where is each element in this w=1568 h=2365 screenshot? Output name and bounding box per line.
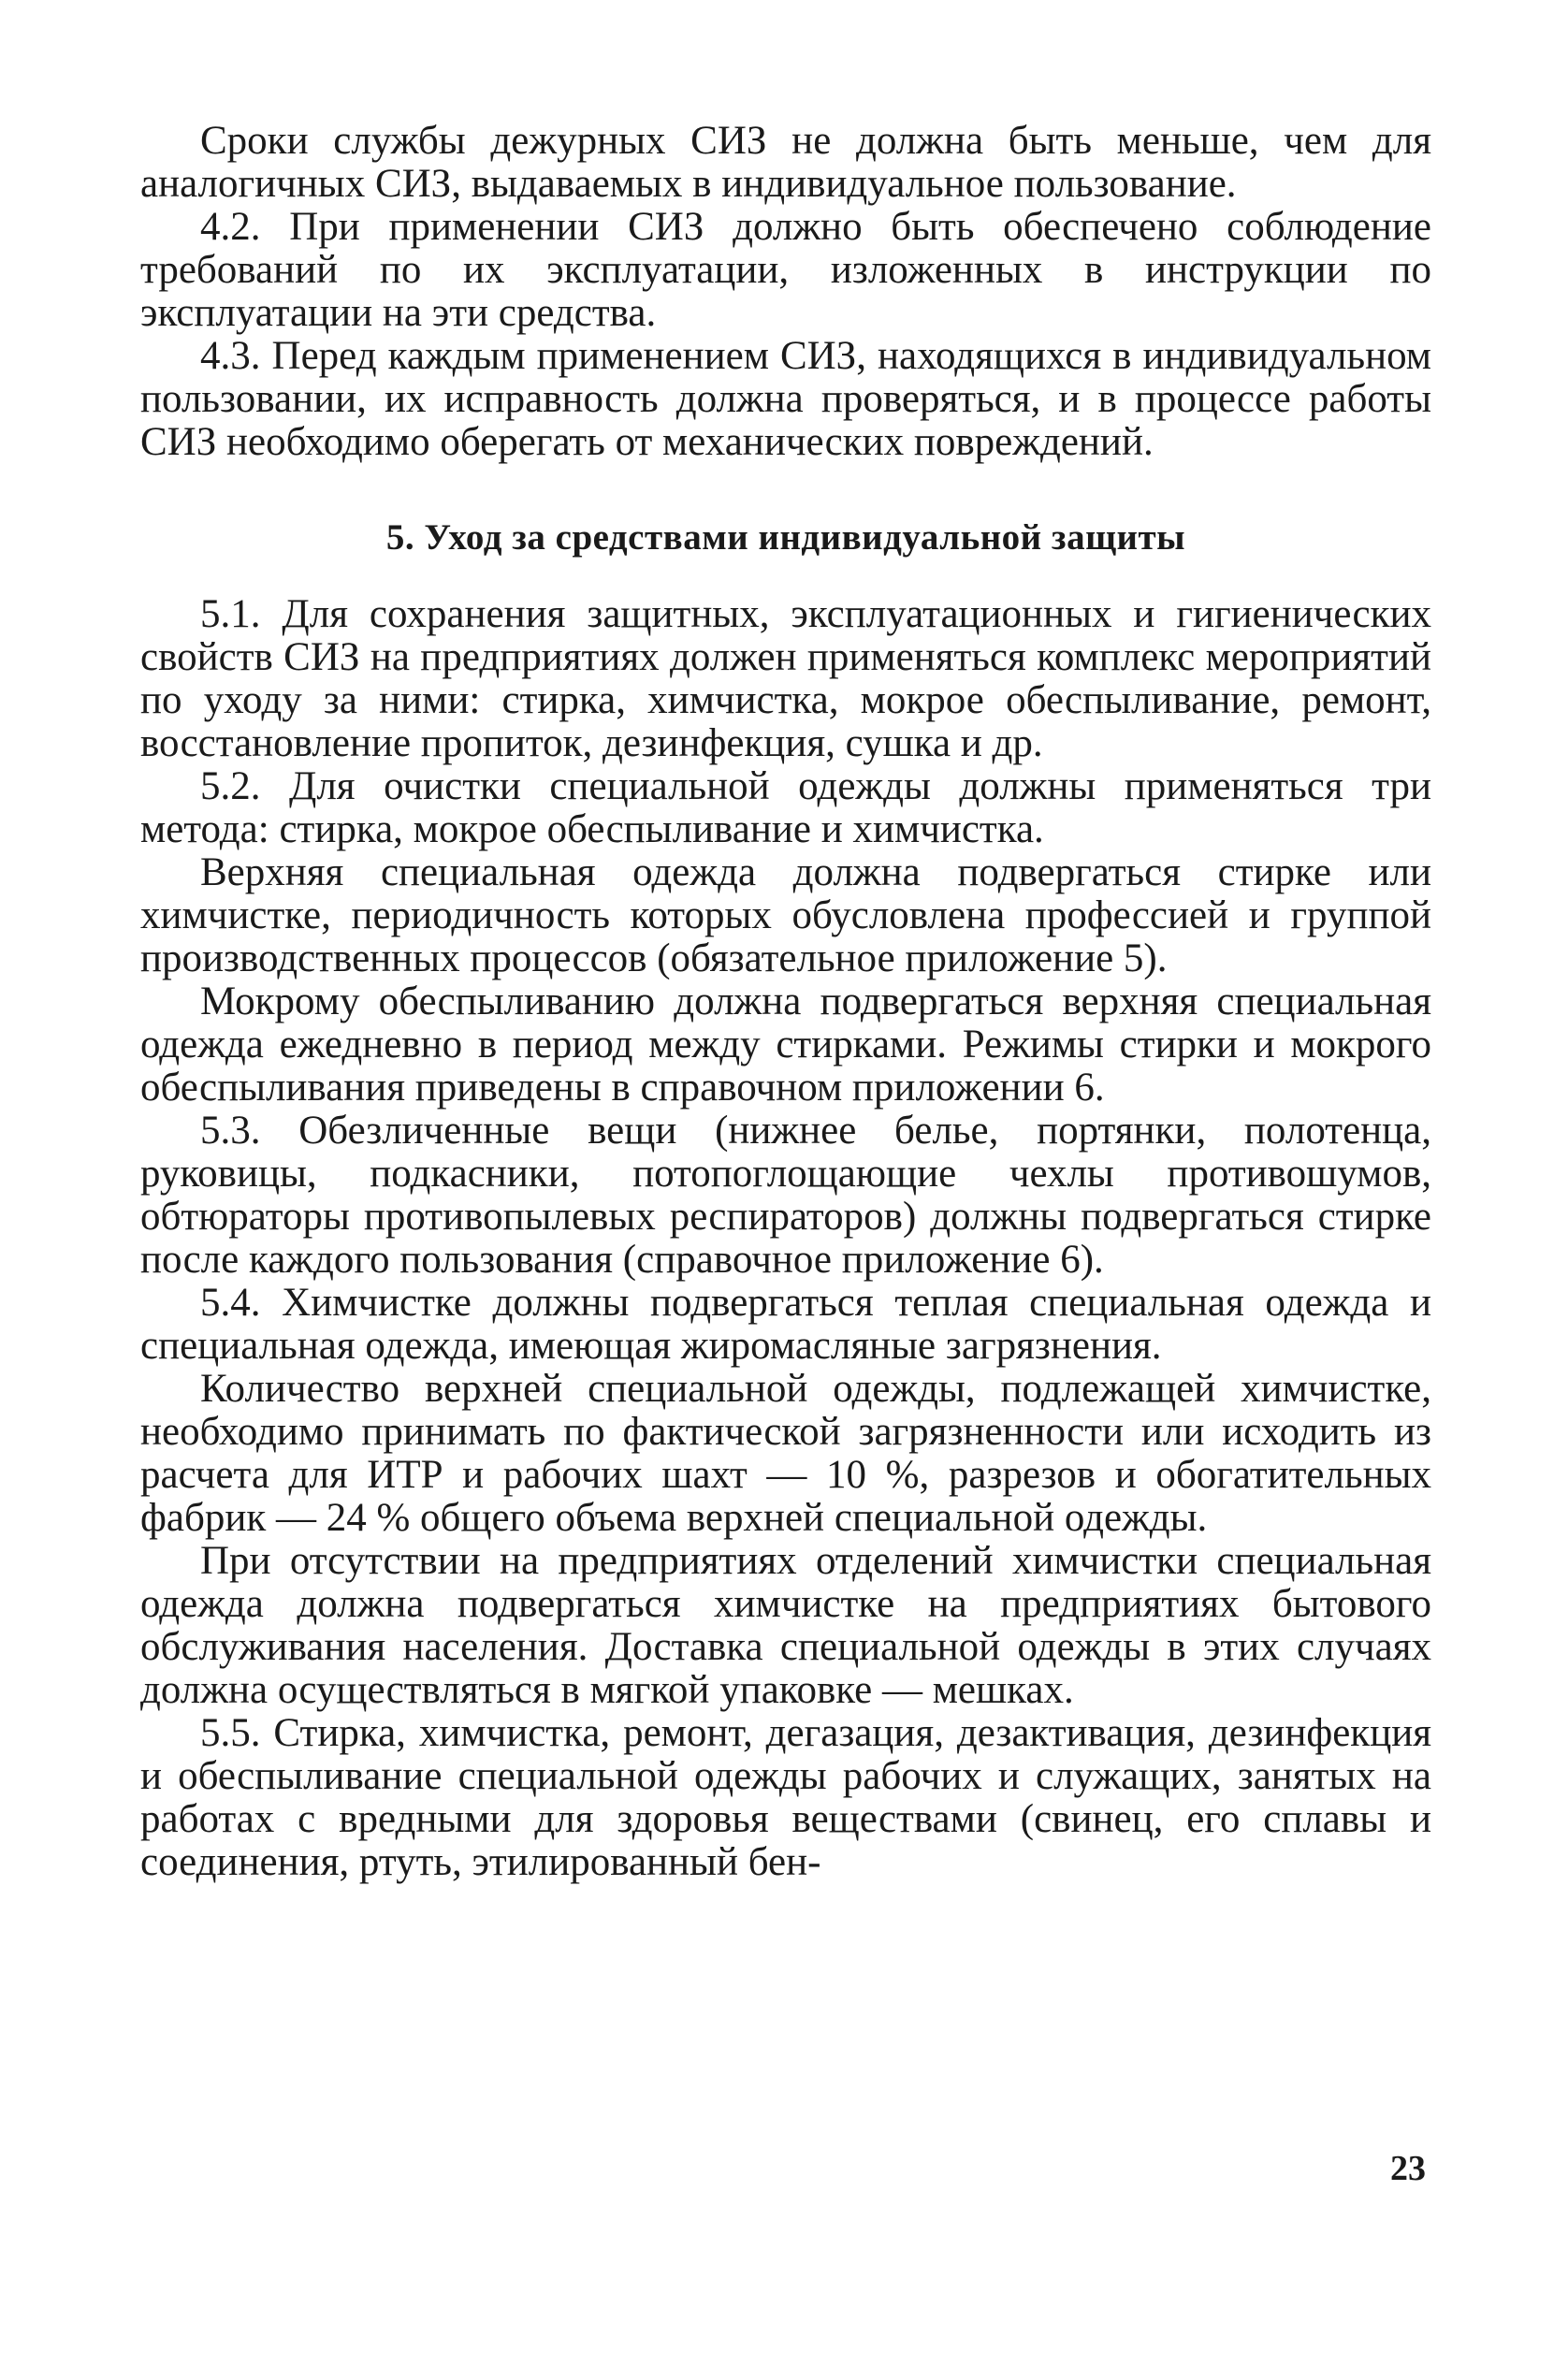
paragraph-5-1: 5.1. Для сохранения защитных, эксплуатационных и гигиенических свойств СИЗ на предприятиях должен применяться комплекс мероприятий по уходу за ними: стирка, химчистка, мокрое обеспыливание, ремонт, восстановление пропиток, дезинфекция, сушка и др.: [140, 592, 1431, 765]
paragraph-5-4-amount: Количество верхней специальной одежды, подлежащей химчистке, необходимо принимать по фактической загрязненности или исходить из расчета для ИТР и рабочих шахт — 10 %, разрезов и обогатительных фабрик — 24 % общего объема верхней специальной одежды.: [140, 1367, 1431, 1540]
paragraph-5-3: 5.3. Обезличенные вещи (нижнее белье, портянки, полотенца, руковицы, подкасники, потопоглощающие чехлы противошумов, обтюраторы противопылевых респираторов) должны подвергаться стирке после каждого пользования (справочное приложение 6).: [140, 1109, 1431, 1282]
paragraph-4-3: 4.3. Перед каждым применением СИЗ, находящихся в индивидуальном пользовании, их исправность должна проверяться, и в процессе работы СИЗ необходимо оберегать от механических повреждений.: [140, 334, 1431, 464]
paragraph-intro: Сроки службы дежурных СИЗ не должна быть меньше, чем для аналогичных СИЗ, выдаваемых в индивидуальное пользование.: [140, 119, 1431, 206]
paragraph-5-2-outerwear: Верхняя специальная одежда должна подвергаться стирке или химчистке, периодичность которых обусловлена профессией и группой производственных процессов (обязательное приложение 5).: [140, 850, 1431, 980]
page-number: 23: [1390, 2149, 1426, 2188]
paragraph-5-2: 5.2. Для очистки специальной одежды должны применяться три метода: стирка, мокрое обеспыливание и химчистка.: [140, 764, 1431, 851]
paragraph-5-4-absent: При отсутствии на предприятиях отделений химчистки специальная одежда должна подвергаться химчистке на предприятиях бытового обслуживания населения. Доставка специальной одежды в этих случаях должна осуществляться в мягкой упаковке — мешках.: [140, 1539, 1431, 1712]
paragraph-5-4: 5.4. Химчистке должны подвергаться теплая специальная одежда и специальная одежда, имеющая жиромасляные загрязнения.: [140, 1281, 1431, 1368]
paragraph-5-5: 5.5. Стирка, химчистка, ремонт, дегазация, дезактивация, дезинфекция и обеспыливание специальной одежды рабочих и служащих, занятых на работах с вредными для здоровья веществами (свинец, его сплавы и соединения, ртуть, этилированный бен-: [140, 1711, 1431, 1884]
section-heading-5: 5. Уход за средствами индивидуальной защиты: [385, 517, 1186, 558]
paragraph-5-2-wet-dedusting: Мокрому обеспыливанию должна подвергаться верхняя специальная одежда ежедневно в период между стирками. Режимы стирки и мокрого обеспыливания приведены в справочном приложении 6.: [140, 979, 1431, 1110]
paragraph-4-2: 4.2. При применении СИЗ должно быть обеспечено соблюдение требований по их эксплуатации, изложенных в инструкции по эксплуатации на эти средства.: [140, 205, 1431, 335]
document-page: [140, 120, 1431, 1884]
